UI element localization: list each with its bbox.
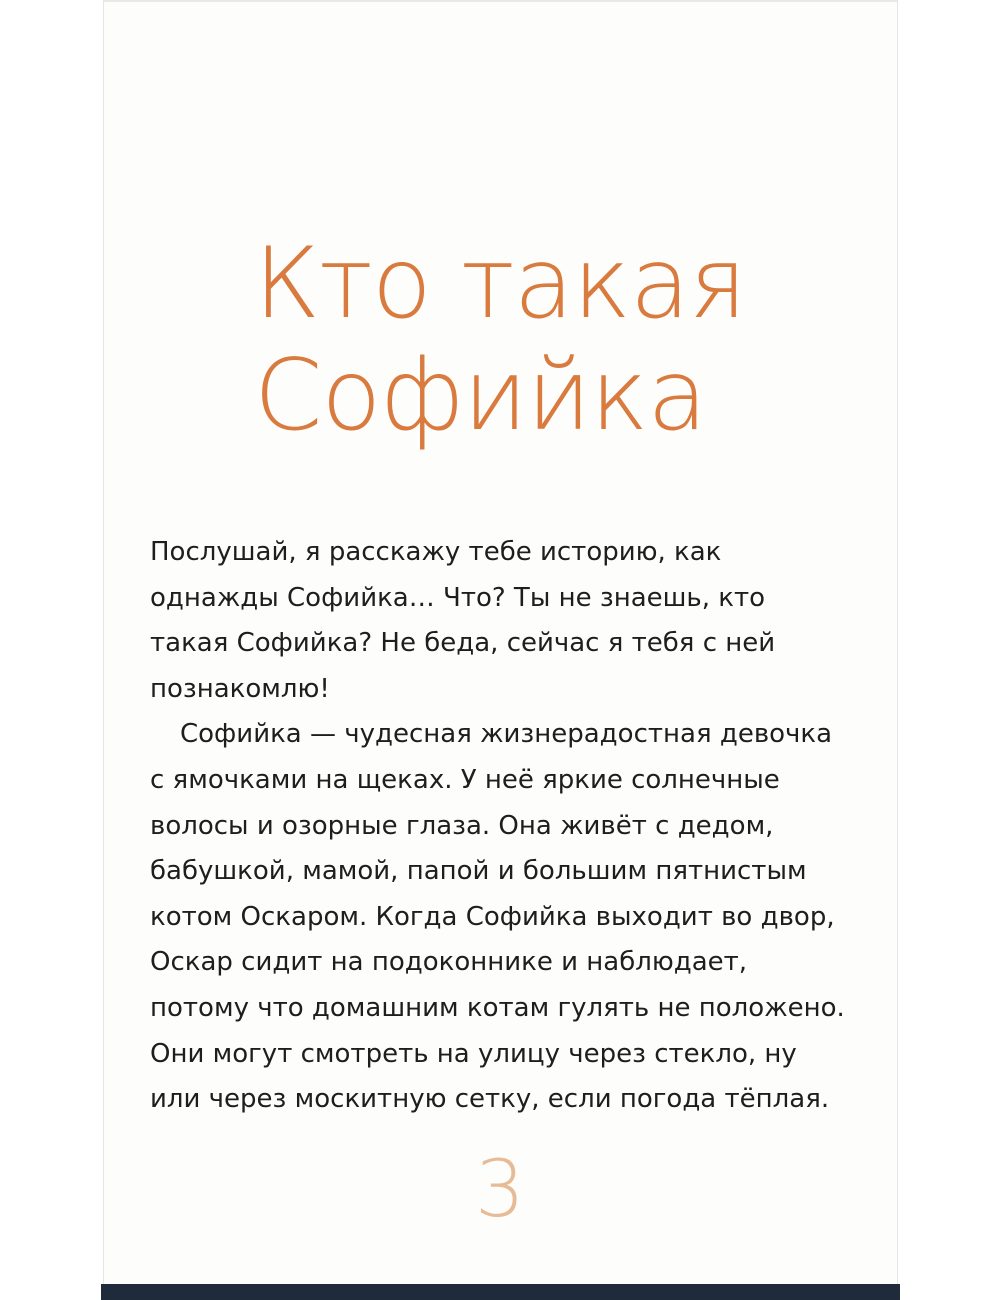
top-border <box>104 0 897 2</box>
page-number: 3 <box>475 1145 525 1235</box>
chapter-title-line-2: Софийка <box>254 339 707 453</box>
chapter-body <box>150 530 850 1123</box>
chapter-title-line-1: Кто такая <box>254 227 747 341</box>
bottom-edge-bar <box>101 1284 900 1300</box>
chapter-title <box>254 228 904 452</box>
paragraph-2: Софийка — чудесная жизнерадостная девочка с ямочками на щеках. У неё яркие солнечные волосы и озорные глаза. Она живёт с дедом, бабушкой, мамой, папой и большим пятнистым котом Оскаром. Когда Софийка выходит во двор, Оскар сидит на подоконнике и наблюдает, потому что домашним котам гулять не положено. Они могут смотреть на улицу через стекло, ну или через москитную сетку, если погода тёплая. <box>150 719 845 1115</box>
paragraph-1: Послушай, я расскажу тебе историю, как однажды Софийка… Что? Ты не знаешь, кто такая Софийка? Не беда, сейчас я тебя с ней познакомлю! <box>150 537 776 704</box>
